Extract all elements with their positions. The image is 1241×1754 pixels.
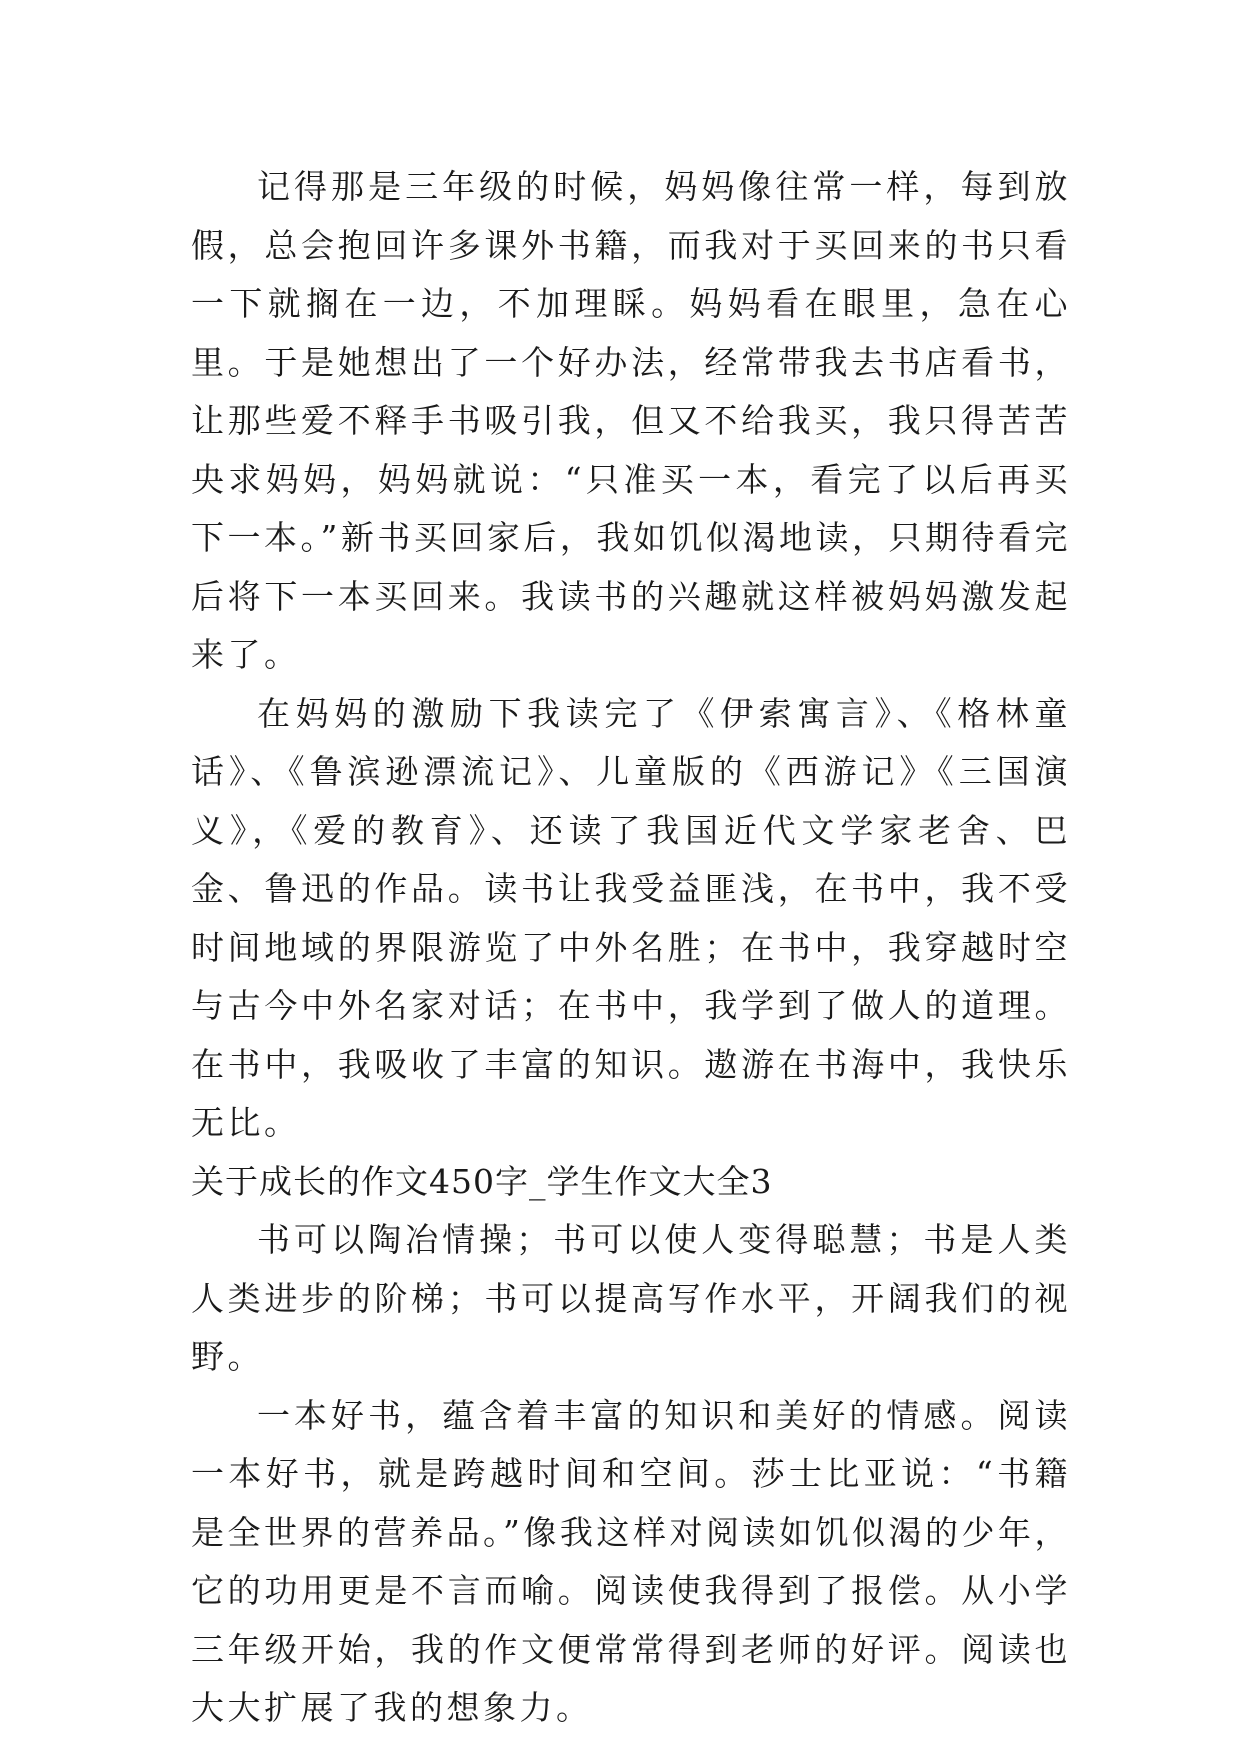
paragraph-good-book: 一本好书，蕴含着丰富的知识和美好的情感。阅读一本好书，就是跨越时间和空间。莎士比亚说：“书籍是全世界的营养品。”像我这样对阅读如饥似渴的少年，它的功用更是不言而喻。阅读使我得到了报偿。从小学三年级开始，我的作文便常常得到老师的好评。阅读也大大扩展了我的想象力。 [191,1395,1071,1727]
paragraph-books-read: 在妈妈的激励下我读完了《伊索寓言》、《格林童话》、《鲁滨逊漂流记》、儿童版的《西游记》《三国演义》，《爱的教育》、还读了我国近代文学家老舍、巴金、鲁迅的作品。读书让我受益匪浅，在书中，我不受时间地域的界限游览了中外名胜；在书中，我穿越时空与古今中外名家对话；在书中，我学到了做人的道理。在书中，我吸收了丰富的知识。遨游在书海中，我快乐无比。 [191,693,1071,1142]
document-body [191,158,1071,1738]
section-heading: 关于成长的作文450字_学生作文大全3 [191,1161,773,1201]
paragraph-value-of-books: 书可以陶冶情操；书可以使人变得聪慧；书是人类人类进步的阶梯；书可以提高写作水平，开阔我们的视野。 [191,1220,1071,1376]
paragraph-childhood-reading: 记得那是三年级的时候，妈妈像往常一样，每到放假，总会抱回许多课外书籍，而我对于买回来的书只看一下就搁在一边，不加理睬。妈妈看在眼里，急在心里。于是她想出了一个好办法，经常带我去书店看书，让那些爱不释手书吸引我，但又不给我买，我只得苦苦央求妈妈，妈妈就说：“只准买一本，看完了以后再买下一本。”新书买回家后，我如饥似渴地读，只期待看完后将下一本买回来。我读书的兴趣就这样被妈妈激发起来了。 [191,167,1071,674]
